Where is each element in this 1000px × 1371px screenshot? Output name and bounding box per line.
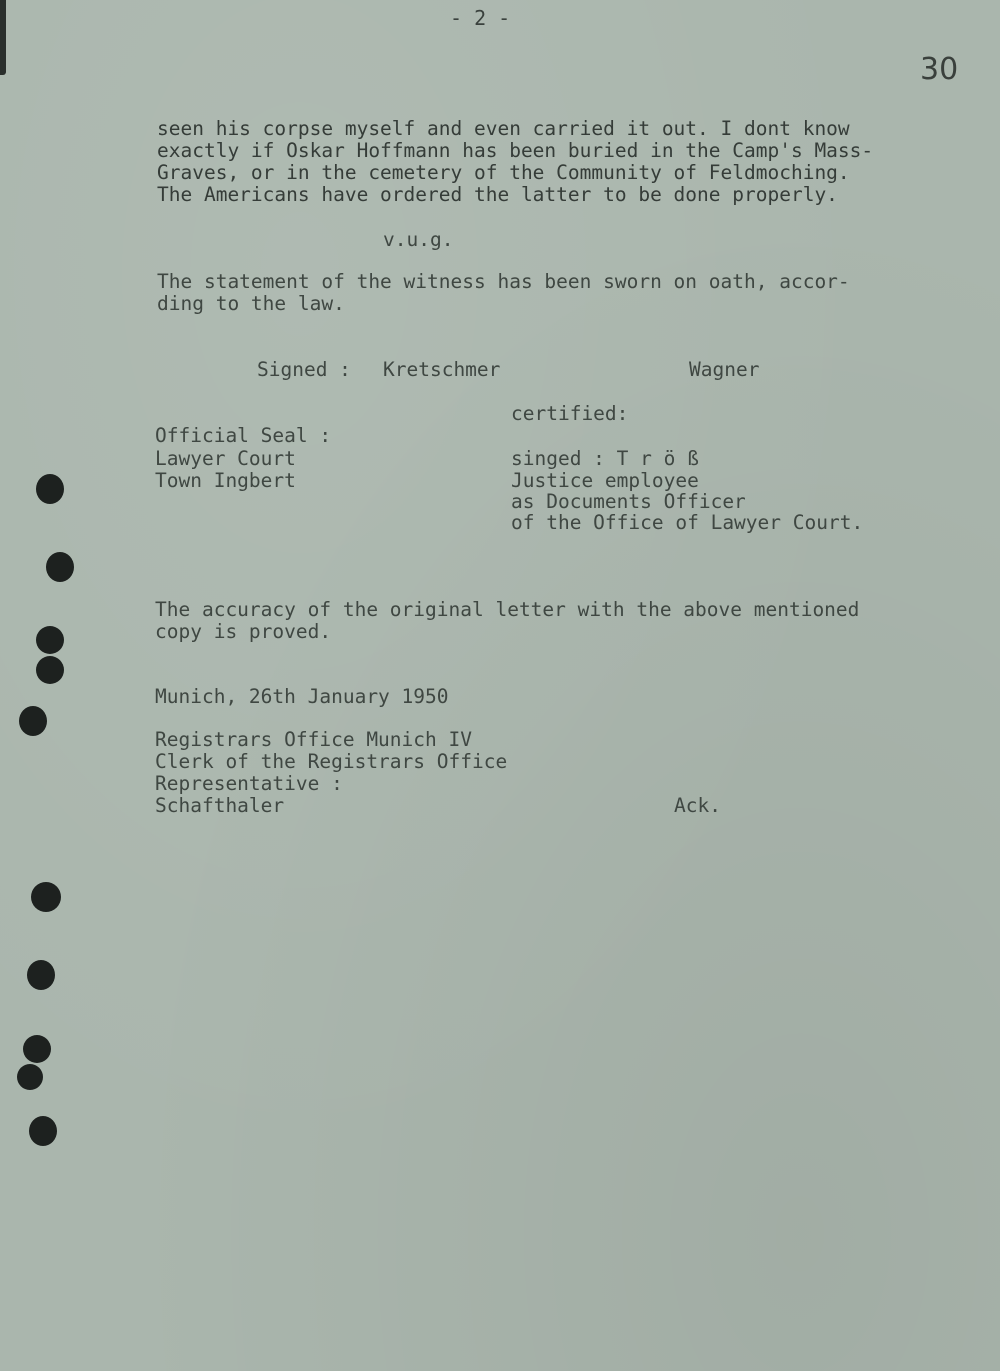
date-line: Munich, 26th January 1950 [155,685,449,708]
ack-note: Ack. [674,794,721,817]
binder-hole [17,1064,43,1090]
page-number: - 2 - [450,6,511,30]
certification-line-1: singed : T r ö ß [511,447,699,470]
paragraph-1-line-3: Graves, or in the cemetery of the Community of Feldmoching. [157,161,850,184]
registrar-line-1: Registrars Office Munich IV [155,728,472,751]
official-seal-line-1: Official Seal : [155,424,332,447]
certified-label: certified: [511,402,629,425]
binder-hole [27,960,55,990]
registrar-line-2: Clerk of the Registrars Office [155,750,508,773]
signer-wagner: Wagner [689,358,760,381]
binder-hole [36,626,64,654]
signed-label: Signed : [257,358,351,381]
binder-hole [31,882,61,912]
signer-kretschmer: Kretschmer [383,358,501,381]
binder-hole [29,1116,57,1146]
registrar-line-4: Schafthaler [155,794,285,817]
certification-line-3: as Documents Officer [511,490,746,513]
left-edge-mark [0,0,6,75]
accuracy-line-1: The accuracy of the original letter with the above mentioned [155,598,860,621]
official-seal-line-2: Lawyer Court [155,447,296,470]
paragraph-1-line-2: exactly if Oskar Hoffmann has been buried in the Camp's Mass- [157,139,874,162]
registrar-line-3: Representative : [155,772,343,795]
official-seal-line-3: Town Ingbert [155,469,296,492]
paragraph-1-line-1: seen his corpse myself and even carried it out. I dont know [157,117,850,140]
binder-hole [46,552,74,582]
oath-statement-line-1: The statement of the witness has been sworn on oath, accor- [157,270,850,293]
binder-hole [36,474,64,504]
certification-line-4: of the Office of Lawyer Court. [511,511,864,534]
vug-abbreviation: v.u.g. [383,228,454,251]
certification-line-2: Justice employee [511,469,699,492]
accuracy-line-2: copy is proved. [155,620,332,643]
folio-number: 30 [920,52,959,87]
paragraph-1-line-4: The Americans have ordered the latter to be done properly. [157,183,838,206]
binder-hole [36,656,64,684]
binder-hole [23,1035,51,1063]
binder-hole [19,706,47,736]
oath-statement-line-2: ding to the law. [157,292,345,315]
